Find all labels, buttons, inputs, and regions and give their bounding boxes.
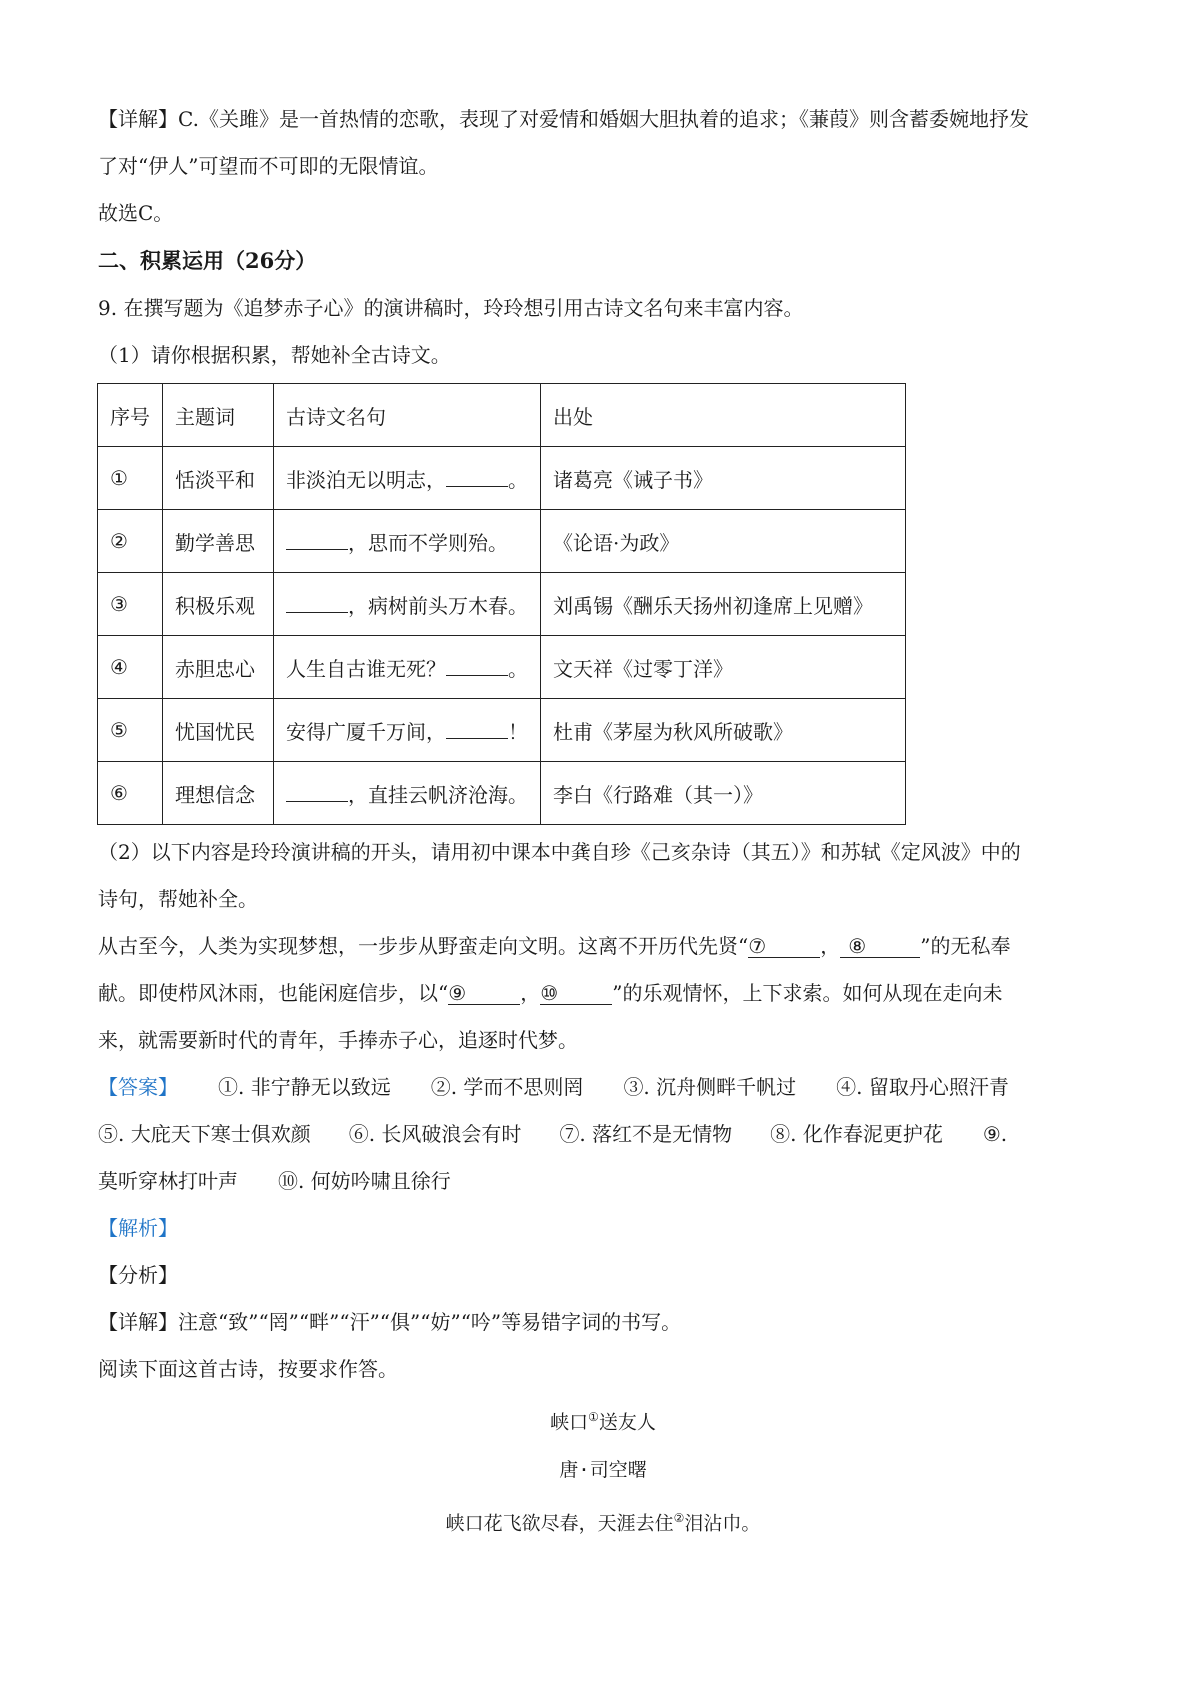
question-9-part-2-line-2: 诗句，帮她补全。: [98, 887, 258, 911]
quote-after: ，思而不学则殆。: [348, 530, 508, 555]
row-quote: [274, 636, 541, 699]
section-title: 二、积累运用（26分）: [98, 248, 317, 273]
answer-item: ⑩. 何妨吟啸且徐行: [278, 1169, 451, 1193]
row-source: 文天祥《过零丁洋》: [541, 636, 906, 699]
table-row: [98, 510, 906, 573]
table-row: [98, 447, 906, 510]
question-9-stem: 9. 在撰写题为《追梦赤子心》的演讲稿时，玲玲想引用古诗文名句来丰富内容。: [98, 296, 804, 320]
row-theme: 积极乐观: [163, 573, 274, 636]
row-source: 《论语·为政》: [541, 510, 906, 573]
row-source: 刘禹锡《酬乐天扬州初逢席上见赠》: [541, 573, 906, 636]
fill-blank: [286, 781, 348, 802]
passage-text: ”的乐观情怀，上下求索。如何从现在走向未: [612, 981, 1003, 1005]
header-cell: 古诗文名句: [274, 384, 541, 447]
table-row: [98, 762, 906, 825]
question-9-part-2-line-1: （2）以下内容是玲玲演讲稿的开头，请用初中课本中龚自珍《己亥杂诗（其五）》和苏轼《定风波》中的: [98, 840, 1021, 864]
row-theme: 勤学善思: [163, 510, 274, 573]
row-number: ④: [98, 636, 163, 699]
blank-9: ⑨: [448, 982, 520, 1005]
row-number: ①: [98, 447, 163, 510]
blank-7: ⑦: [748, 935, 820, 958]
fill-blank: [286, 529, 348, 550]
blank-8: ⑧: [840, 935, 920, 958]
answer-item: ⑧. 化作春泥更护花: [770, 1122, 943, 1146]
reading-intro: 阅读下面这首古诗，按要求作答。: [98, 1357, 398, 1381]
answer-line-3: [98, 1158, 1108, 1205]
row-number: ③: [98, 573, 163, 636]
row-quote: [274, 510, 541, 573]
answer-item: 莫听穿林打叶声: [98, 1169, 238, 1193]
footnote-marker: ①: [588, 1410, 599, 1424]
passage-line-2: [98, 970, 1108, 1017]
row-source: 李白《行路难（其一）》: [541, 762, 906, 825]
answer-item: ⑤. 大庇天下寒士俱欢颜: [98, 1122, 311, 1146]
table-header-row: [98, 384, 906, 447]
quote-after: ，直挂云帆济沧海。: [348, 782, 528, 807]
quote-after: 。: [508, 467, 528, 492]
quote-before: 安得广厦千万间，: [286, 719, 446, 744]
row-theme: 理想信念: [163, 762, 274, 825]
answer-item: ⑨.: [982, 1122, 1008, 1146]
quote-after: ，病树前头万木春。: [348, 593, 528, 618]
poem-title: [98, 1393, 1108, 1446]
passage-text: ”的无私奉: [920, 934, 1011, 958]
row-quote: [274, 447, 541, 510]
passage-comma: ，: [820, 934, 841, 958]
quote-before: 人生自古谁无死？: [286, 656, 446, 681]
passage-line-1: [98, 923, 1108, 970]
poem-line-1: [98, 1494, 1108, 1547]
poem-title-text: 送友人: [598, 1411, 656, 1434]
row-source: 诸葛亮《诫子书》: [541, 447, 906, 510]
fill-blank: [446, 655, 508, 676]
detail-text-line-2: 了对“伊人”可望而不可即的无限情谊。: [98, 154, 439, 178]
answer-item: ④. 留取丹心照汗青: [836, 1075, 1009, 1099]
answer-line-2: [98, 1111, 1108, 1158]
row-quote: [274, 573, 541, 636]
analysis-label: 【解析】: [98, 1216, 178, 1240]
poem-author: 唐·司空曙: [559, 1459, 647, 1482]
detail-explanation: 【详解】注意“致”“罔”“畔”“汗”“俱”“妨”“吟”等易错字词的书写。: [98, 1310, 682, 1334]
poem-title-text: 峡口: [550, 1411, 589, 1434]
answer-item: ②. 学而不思则罔: [430, 1075, 584, 1099]
table-row: [98, 573, 906, 636]
answer-line-1: [98, 1064, 1108, 1111]
header-cell: 出处: [541, 384, 906, 447]
question-9-part-1: （1）请你根据积累，帮她补全古诗文。: [98, 343, 451, 367]
row-number: ⑥: [98, 762, 163, 825]
row-theme: 忧国忧民: [163, 699, 274, 762]
answer-item: ⑥. 长风破浪会有时: [348, 1122, 522, 1146]
poem-table: [97, 383, 906, 825]
fenxi-label: 【分析】: [98, 1263, 178, 1287]
choice-text: 故选C。: [98, 201, 174, 225]
table-row: [98, 699, 906, 762]
answer-label: 【答案】: [98, 1075, 178, 1099]
row-number: ⑤: [98, 699, 163, 762]
table-row: [98, 636, 906, 699]
fill-blank: [446, 466, 508, 487]
quote-after: 。: [508, 656, 528, 681]
blank-10: ⑩: [540, 982, 612, 1005]
header-cell: 主题词: [163, 384, 274, 447]
row-quote: [274, 762, 541, 825]
row-theme: 赤胆忠心: [163, 636, 274, 699]
row-number: ②: [98, 510, 163, 573]
row-source: 杜甫《茅屋为秋风所破歌》: [541, 699, 906, 762]
passage-line-3: 来，就需要新时代的青年，手捧赤子心，追逐时代梦。: [98, 1028, 578, 1052]
poem-text: 峡口花飞欲尽春，天涯去住: [445, 1512, 674, 1535]
quote-before: 非淡泊无以明志，: [286, 467, 446, 492]
document-page: [98, 96, 1108, 1548]
passage-text: 献。即使栉风沐雨，也能闲庭信步，以“: [98, 981, 449, 1005]
row-quote: [274, 699, 541, 762]
detail-text-line-1: 【详解】C.《关雎》是一首热情的恋歌，表现了对爱情和婚姻大胆执着的追求；《蒹葭》则含蓄委婉地抒发: [98, 107, 1029, 131]
poem-text: 泪沾巾。: [684, 1512, 761, 1535]
answer-item: ③. 沉舟侧畔千帆过: [623, 1075, 797, 1099]
footnote-marker: ②: [673, 1511, 685, 1526]
header-cell: 序号: [98, 384, 163, 447]
passage-text: 从古至今，人类为实现梦想，一步步从野蛮走向文明。这离不开历代先贤“: [98, 934, 749, 958]
answer-item: ①. 非宁静无以致远: [218, 1075, 391, 1099]
fill-blank: [286, 592, 348, 613]
passage-comma: ，: [520, 981, 541, 1005]
fill-blank: [446, 718, 508, 739]
row-theme: 恬淡平和: [163, 447, 274, 510]
answer-item: ⑦. 落红不是无情物: [559, 1122, 733, 1146]
quote-after: ！: [508, 719, 528, 744]
